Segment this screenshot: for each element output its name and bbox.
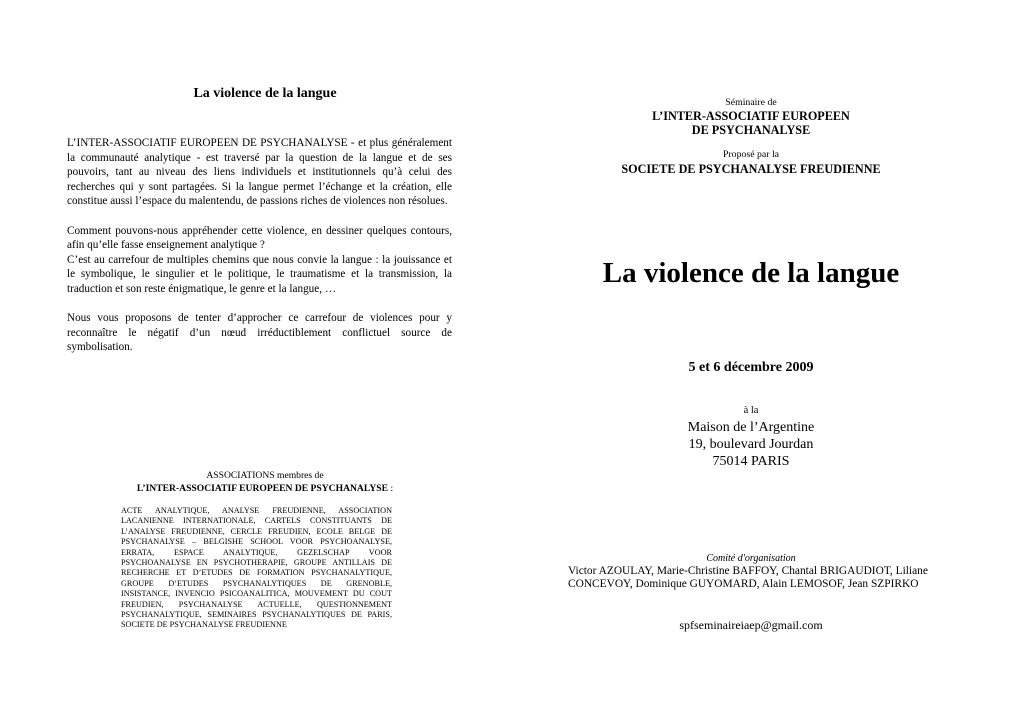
proposer-name: SOCIETE DE PSYCHANALYSE FREUDIENNE: [621, 162, 881, 176]
associations-list: ACTE ANALYTIQUE, ANALYSE FREUDIENNE, ASSOCIATION LACANIENNE INTERNATIONALE, CARTELS CONSTITUANTS DE L’ANALYSE FREUDIENNE, CERCLE FREUDIEN, ECOLE BELGE DE PSYCHANALYSE – BELGISHE SCHOOL VOOR PSYCHOANALYSE, ERRATA, ESPACE ANALYTIQUE, GEZELSCHAP VOOR PSYCHOANALYSE EN PSYCHOTHERAPIE, GROUPE ANTILLAIS DE RECHERCHE ET D’ETUDES DE FORMATION PSYCHANALYTIQUE, GROUPE D’ETUDES PSYCHANALYTIQUES DE GRENOBLE, INSISTANCE, INVENCIO PSICOANALITICA, MOUVEMENT DU COUT FREUDIEN, PSYCHANALYSE ACTUELLE, QUESTIONNEMENT PSYCHANALYTIQUE, SEMINAIRES PSYCHANALYTIQUES DE PARIS, SOCIETE DE PSYCHANALYSE FREUDIENNE: [121, 506, 392, 630]
event-dates: 5 et 6 décembre 2009: [688, 360, 814, 375]
proposed-label: Proposé par la: [722, 149, 780, 160]
intro-text: [67, 136, 452, 370]
committee-line-1: Victor AZOULAY, Marie-Christine BAFFOY, Chantal BRIGAUDIOT, Liliane: [568, 565, 928, 577]
page-title: La violence de la langue: [602, 257, 900, 289]
venue-address: [545, 419, 957, 470]
intro-paragraph-1: L’INTER-ASSOCIATIF EUROPEEN DE PSYCHANALYSE - et plus généralement la communauté analytique - est traversé par la question de la langue et de ses pouvoirs, tant au niveau des liens individuels et institutionnels qu’à celui des recherches qui y sont partagées. Si la langue permet l’échange et la création, elle constitue aussi l’espace du malentendu, de passions riches de violences non résolues.: [67, 137, 452, 208]
organizer-line-2: DE PSYCHANALYSE: [691, 123, 811, 137]
associations-heading-block: [100, 470, 430, 495]
seminaire-label: Séminaire de: [725, 97, 777, 108]
committee-members: [568, 565, 928, 591]
organizer-name: [545, 109, 957, 137]
venue-prefix: à la: [743, 405, 759, 416]
committee-label: Comité d'organisation: [706, 553, 796, 564]
contact-email[interactable]: spfseminaireiaep@gmail.com: [679, 618, 823, 632]
organizer-line-1: L’INTER-ASSOCIATIF EUROPEEN: [652, 109, 850, 123]
associations-subheading-suffix: :: [388, 482, 394, 494]
associations-heading: ASSOCIATIONS membres de: [206, 470, 324, 481]
venue-city: 75014 PARIS: [712, 454, 790, 469]
associations-subheading-line: [100, 483, 430, 496]
intro-paragraph-3: C’est au carrefour de multiples chemins que nous convie la langue : la jouissance et le symbolique, le singulier et le politique, le traumatisme et la transmission, la traduction et son reste énigmatique, le genre et la langue, …: [67, 253, 452, 295]
intro-paragraph-4: Nous vous proposons de tenter d’approcher ce carrefour de violences pour y reconnaître le négatif d’un nœud irréductiblement conflictuel source de symbolisation.: [67, 312, 452, 354]
venue-street: 19, boulevard Jourdan: [688, 437, 814, 452]
intro-paragraph-2: Comment pouvons-nous appréhender cette violence, en dessiner quelques contours, afin qu’elle fasse enseignement analytique ?: [67, 224, 452, 252]
venue-name: Maison de l’Argentine: [687, 420, 815, 435]
left-page-title: La violence de la langue: [193, 86, 337, 101]
committee-line-2: CONCEVOY, Dominique GUYOMARD, Alain LEMOSOF, Jean SZPIRKO: [568, 578, 919, 590]
associations-subheading: L’INTER-ASSOCIATIF EUROPEEN DE PSYCHANALYSE: [136, 482, 389, 494]
